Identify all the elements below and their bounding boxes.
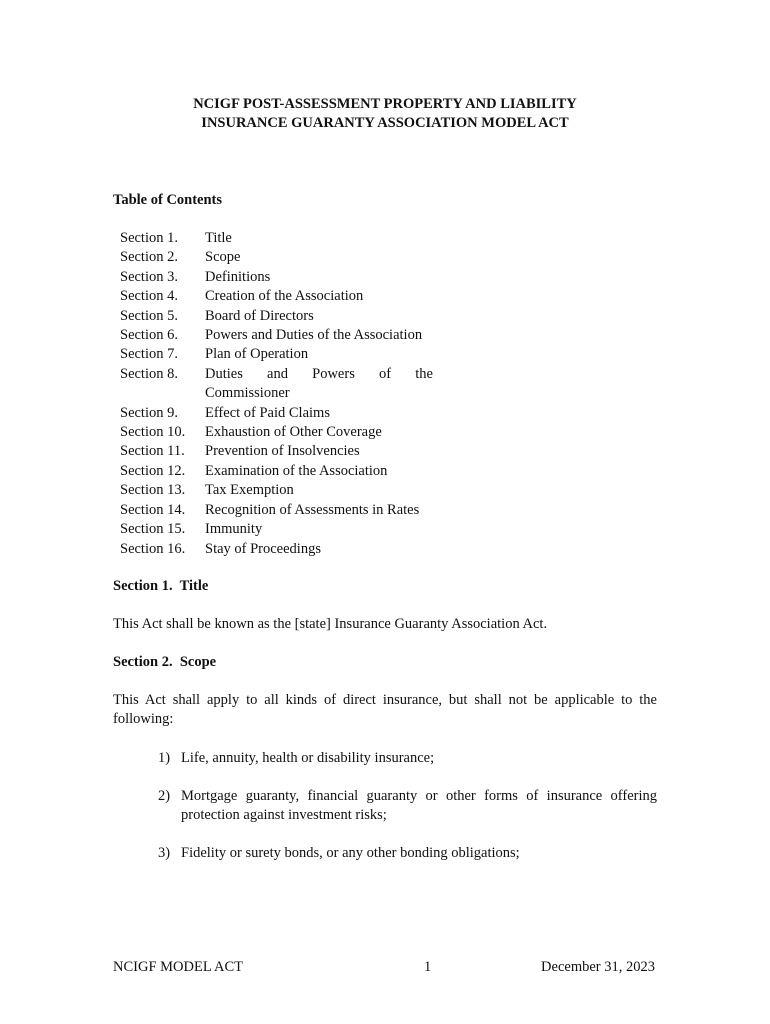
list-item-text: Mortgage guaranty, financial guaranty or other forms of insurance offering protection against investment risks; [181,788,657,823]
section-2-text: This Act shall apply to all kinds of direct insurance, but shall not be applicable to the following: [113,692,657,727]
toc-section-number: Section 6. [120,327,178,344]
toc-section-number: Section 14. [120,501,186,518]
toc-title-line-2: Commissioner [205,385,290,402]
section-2-heading: Section 2. Scope [113,654,217,670]
toc-section-number: Section 9. [120,404,178,421]
toc-section-title: Exhaustion of Other Coverage [205,424,382,441]
toc-section-number: Section 8. [120,365,178,382]
toc-entry [120,248,440,267]
toc-entry [120,287,440,306]
table-of-contents [120,229,440,559]
toc-entry [120,462,440,481]
title-line-1: NCIGF POST-ASSESSMENT PROPERTY AND LIABILITY [193,96,577,112]
toc-section-title: Plan of Operation [205,346,309,363]
toc-section-title: Recognition of Assessments in Rates [205,501,420,518]
section-1-heading: Section 1. Title [113,578,209,594]
toc-entry [120,365,440,404]
toc-section-title [205,365,433,404]
toc-section-number: Section 7. [120,346,178,363]
toc-section-number: Section 10. [120,424,186,441]
toc-entry [120,326,440,345]
toc-section-title: Immunity [205,521,263,538]
toc-title-word: the [415,365,433,382]
footer-page-number: 1 [424,959,432,975]
document-title [100,95,670,133]
toc-section-number: Section 3. [120,268,178,285]
toc-section-title: Title [205,230,232,246]
toc-entry [120,229,440,248]
list-item [158,787,657,825]
toc-entry [120,540,440,559]
toc-section-title: Board of Directors [205,307,314,324]
toc-section-number: Section 12. [120,462,186,479]
list-item-text: Fidelity or surety bonds, or any other bonding obligations; [181,845,520,861]
list-item-number: 2) [158,788,171,804]
toc-entry [120,268,440,287]
list-item-number: 3) [158,845,171,861]
toc-section-number: Section 1. [120,230,178,246]
list-item-number: 1) [158,750,171,766]
toc-title-line-1 [205,365,433,384]
toc-section-number: Section 2. [120,249,178,266]
toc-title-word: Duties [205,365,243,382]
list-item [158,749,657,768]
toc-entry [120,345,440,364]
toc-section-title: Tax Exemption [205,482,294,499]
toc-section-number: Section 15. [120,521,186,538]
toc-entry [120,404,440,423]
toc-section-title: Prevention of Insolvencies [205,443,360,460]
toc-section-number: Section 5. [120,307,178,324]
toc-section-title: Powers and Duties of the Association [205,327,423,344]
footer-date: December 31, 2023 [541,959,655,975]
toc-section-number: Section 4. [120,288,178,305]
toc-title-word: and [267,365,288,382]
toc-entry [120,520,440,539]
toc-section-title: Scope [205,249,241,266]
toc-section-number: Section 13. [120,482,186,499]
toc-title-word: Powers [312,365,355,382]
footer-left: NCIGF MODEL ACT [113,959,243,975]
toc-section-title: Examination of the Association [205,462,388,479]
toc-section-title: Stay of Proceedings [205,540,321,557]
toc-entry [120,442,440,461]
list-item-text: Life, annuity, health or disability insurance; [181,750,435,766]
section-1-text: This Act shall be known as the [state] Insurance Guaranty Association Act. [113,616,548,632]
toc-title-word: of [379,365,392,382]
toc-heading: Table of Contents [113,192,223,208]
title-line-2: INSURANCE GUARANTY ASSOCIATION MODEL ACT [201,115,569,131]
toc-section-title: Definitions [205,268,271,285]
toc-entry [120,307,440,326]
toc-section-title: Creation of the Association [205,288,364,305]
toc-entry [120,481,440,500]
toc-section-title: Effect of Paid Claims [205,404,330,421]
toc-section-number: Section 11. [120,443,185,460]
list-item [158,844,657,863]
toc-entry [120,501,440,520]
toc-section-number: Section 16. [120,540,186,557]
toc-entry [120,423,440,442]
